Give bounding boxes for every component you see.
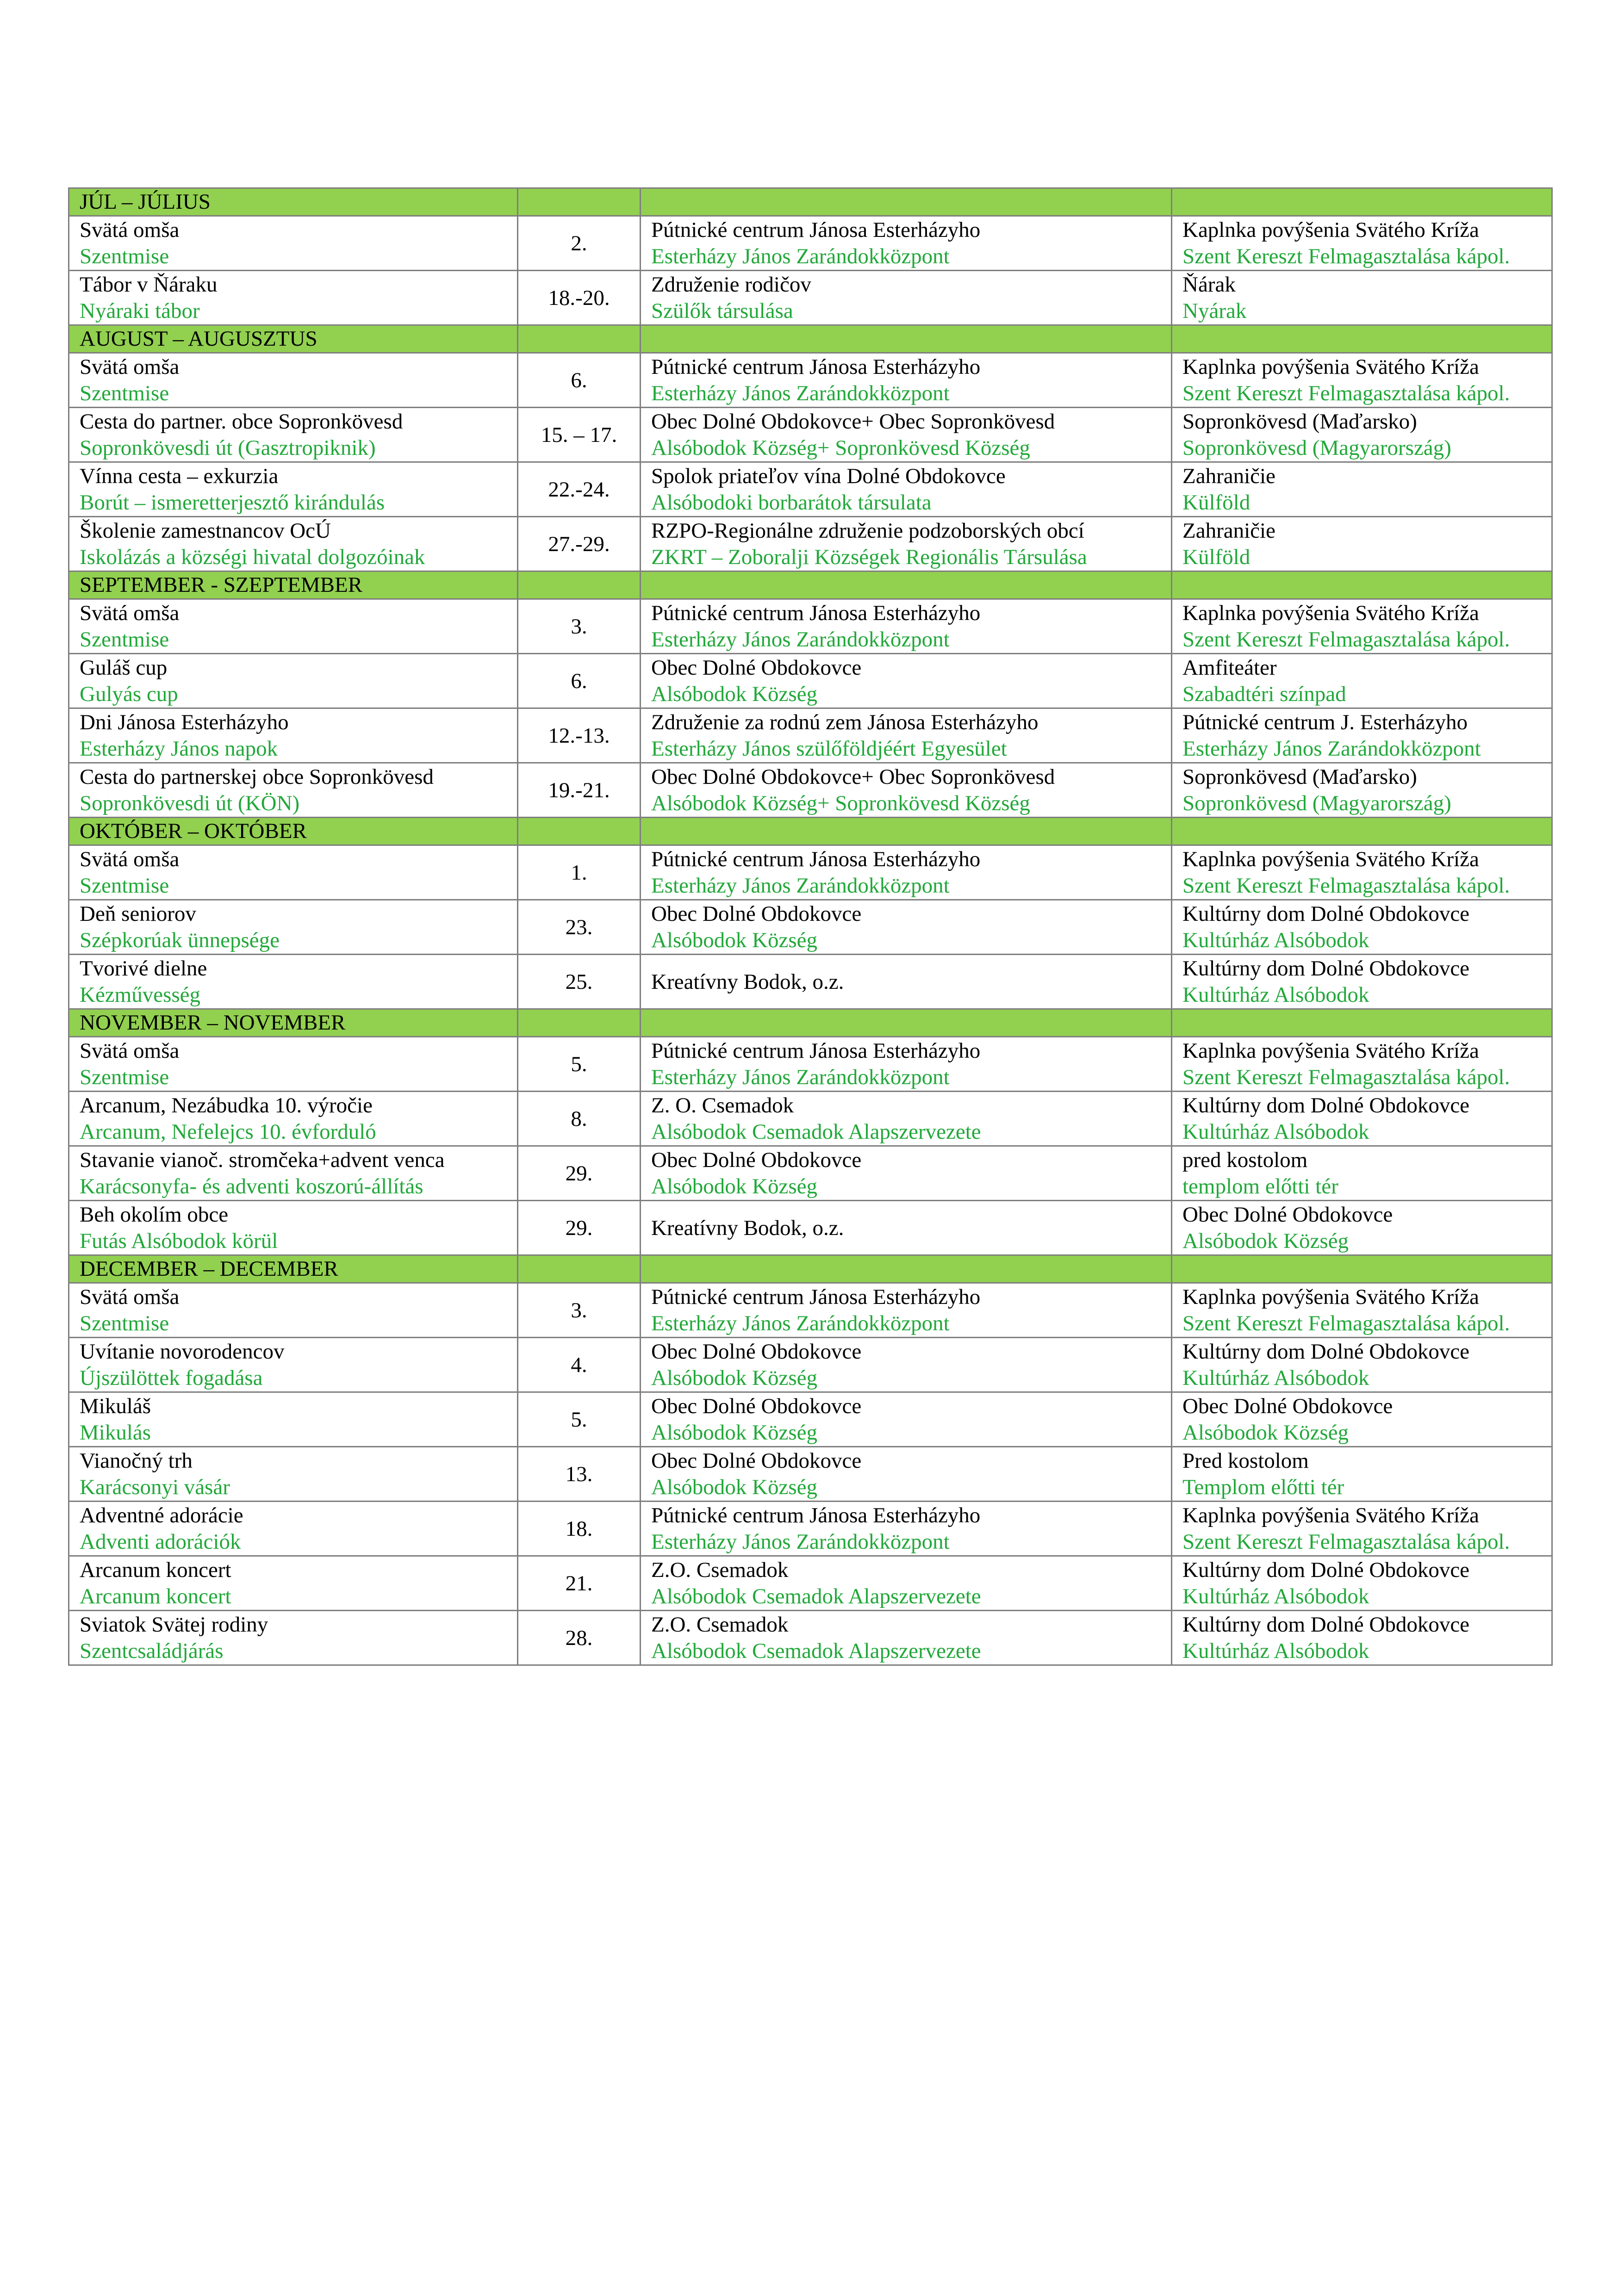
event-name-hu: Szentmise <box>80 1065 169 1089</box>
event-name-sk: Adventné adorácie <box>80 1503 243 1527</box>
organizer-sk: Obec Dolné Obdokovce <box>651 656 862 680</box>
date-cell: 12.-13. <box>518 708 641 763</box>
date-cell: 19.-21. <box>518 763 641 818</box>
organizer-hu: Alsóbodok Csemadok Alapszervezete <box>651 1584 981 1608</box>
date-cell: 1. <box>518 845 641 900</box>
organizer-hu: Alsóbodok Község <box>651 682 817 706</box>
table-row <box>69 845 1552 900</box>
date-cell: 2. <box>518 216 641 271</box>
organizer-sk: Obec Dolné Obdokovce+ Obec Sopronkövesd <box>651 765 1055 789</box>
organizer-hu: Alsóbodok Község+ Sopronkövesd Község <box>651 436 1030 460</box>
organizer-hu: Alsóbodok Község <box>651 928 817 952</box>
organizer-cell <box>641 599 1172 654</box>
month-header-row <box>69 571 1552 599</box>
venue-cell <box>1172 1338 1552 1392</box>
event-name-sk: Arcanum koncert <box>80 1558 231 1582</box>
organizer-sk: RZPO-Regionálne združenie podzoborských obcí <box>651 519 1084 543</box>
month-header-empty-cell <box>1172 325 1552 353</box>
event-cell <box>69 1556 518 1611</box>
month-header-empty-cell <box>641 571 1172 599</box>
venue-cell <box>1172 408 1552 462</box>
venue-cell <box>1172 1037 1552 1092</box>
organizer-sk: Kreatívny Bodok, o.z. <box>651 969 844 994</box>
event-cell <box>69 353 518 408</box>
venue-sk: Obec Dolné Obdokovce <box>1182 1203 1393 1227</box>
venue-hu: Külföld <box>1182 490 1251 515</box>
organizer-cell <box>641 216 1172 271</box>
venue-sk: Kultúrny dom Dolné Obdokovce <box>1182 902 1470 926</box>
table-row <box>69 1502 1552 1556</box>
date-cell: 5. <box>518 1037 641 1092</box>
date-cell: 3. <box>518 599 641 654</box>
date-cell: 18. <box>518 1502 641 1556</box>
venue-sk: Kultúrny dom Dolné Obdokovce <box>1182 1093 1470 1117</box>
event-name-hu: Nyáraki tábor <box>80 299 200 323</box>
venue-sk: Kaplnka povýšenia Svätého Kríža <box>1182 1285 1479 1309</box>
table-row <box>69 1283 1552 1338</box>
venue-sk: Amfiteáter <box>1182 656 1277 680</box>
venue-cell <box>1172 1611 1552 1665</box>
date-cell: 8. <box>518 1092 641 1146</box>
venue-hu: Sopronkövesd (Magyarország) <box>1182 436 1451 460</box>
event-name-sk: Svätá omša <box>80 1039 180 1063</box>
venue-hu: Kultúrház Alsóbodok <box>1182 983 1369 1007</box>
event-name-sk: Beh okolím obce <box>80 1203 229 1227</box>
organizer-sk: Obec Dolné Obdokovce+ Obec Sopronkövesd <box>651 410 1055 434</box>
event-cell <box>69 517 518 571</box>
venue-hu: Szent Kereszt Felmagasztalása kápol. <box>1182 627 1510 652</box>
date-cell: 21. <box>518 1556 641 1611</box>
venue-cell <box>1172 1146 1552 1201</box>
month-header-empty-cell <box>641 1009 1172 1037</box>
organizer-cell <box>641 708 1172 763</box>
table-row <box>69 1447 1552 1502</box>
date-cell: 13. <box>518 1447 641 1502</box>
organizer-sk: Obec Dolné Obdokovce <box>651 1148 862 1172</box>
venue-cell <box>1172 462 1552 517</box>
venue-sk: Kultúrny dom Dolné Obdokovce <box>1182 1340 1470 1364</box>
event-name-sk: Svätá omša <box>80 355 180 379</box>
date-cell: 27.-29. <box>518 517 641 571</box>
event-name-hu: Szentmise <box>80 627 169 652</box>
organizer-hu: Alsóbodok Község <box>651 1475 817 1499</box>
venue-cell <box>1172 1447 1552 1502</box>
organizer-sk: Pútnické centrum Jánosa Esterházyho <box>651 601 981 625</box>
organizer-cell <box>641 1502 1172 1556</box>
organizer-hu: Esterházy János Zarándokközpont <box>651 874 950 898</box>
organizer-hu: Alsóbodok Csemadok Alapszervezete <box>651 1120 981 1144</box>
month-header-empty-cell <box>1172 571 1552 599</box>
event-name-sk: Guláš cup <box>80 656 168 680</box>
date-cell: 22.-24. <box>518 462 641 517</box>
table-row <box>69 408 1552 462</box>
organizer-cell <box>641 1037 1172 1092</box>
event-cell <box>69 845 518 900</box>
table-row <box>69 216 1552 271</box>
organizer-sk: Združenie rodičov <box>651 273 811 297</box>
organizer-hu: Alsóbodok Csemadok Alapszervezete <box>651 1639 981 1663</box>
event-name-sk: Mikuláš <box>80 1394 151 1418</box>
event-name-hu: Gulyás cup <box>80 682 178 706</box>
month-header-empty-cell <box>641 1255 1172 1283</box>
event-name-hu: Karácsonyi vásár <box>80 1475 230 1499</box>
month-header-empty-cell <box>518 1255 641 1283</box>
event-name-hu: Újszülöttek fogadása <box>80 1366 263 1390</box>
event-name-sk: Arcanum, Nezábudka 10. výročie <box>80 1093 373 1117</box>
event-cell <box>69 708 518 763</box>
organizer-hu: Esterházy János Zarándokközpont <box>651 627 950 652</box>
month-header-empty-cell <box>518 571 641 599</box>
venue-cell <box>1172 845 1552 900</box>
event-name-hu: Esterházy János napok <box>80 737 278 761</box>
table-row <box>69 1037 1552 1092</box>
venue-cell <box>1172 1092 1552 1146</box>
event-name-sk: Cesta do partner. obce Sopronkövesd <box>80 410 403 434</box>
event-name-sk: Svätá omša <box>80 1285 180 1309</box>
organizer-cell <box>641 1283 1172 1338</box>
organizer-cell <box>641 462 1172 517</box>
organizer-sk: Z.O. Csemadok <box>651 1613 789 1637</box>
venue-hu: Szent Kereszt Felmagasztalása kápol. <box>1182 381 1510 405</box>
date-cell: 18.-20. <box>518 271 641 325</box>
venue-sk: Kultúrny dom Dolné Obdokovce <box>1182 956 1470 980</box>
month-label: SEPTEMBER - SZEPTEMBER <box>69 571 518 599</box>
month-header-empty-cell <box>518 325 641 353</box>
event-cell <box>69 216 518 271</box>
event-cell <box>69 1611 518 1665</box>
venue-sk: Kaplnka povýšenia Svätého Kríža <box>1182 1503 1479 1527</box>
venue-hu: Külföld <box>1182 545 1251 569</box>
organizer-sk: Pútnické centrum Jánosa Esterházyho <box>651 847 981 871</box>
venue-hu: Szent Kereszt Felmagasztalása kápol. <box>1182 1311 1510 1335</box>
event-cell <box>69 271 518 325</box>
organizer-hu: Esterházy János Zarándokközpont <box>651 381 950 405</box>
table-row <box>69 955 1552 1009</box>
venue-hu: templom előtti tér <box>1182 1174 1338 1198</box>
venue-hu: Kultúrház Alsóbodok <box>1182 1639 1369 1663</box>
organizer-hu: Esterházy János Zarándokközpont <box>651 244 950 268</box>
month-header-empty-cell <box>518 188 641 216</box>
table-row <box>69 1338 1552 1392</box>
venue-sk: Kultúrny dom Dolné Obdokovce <box>1182 1558 1470 1582</box>
month-header-empty-cell <box>1172 1009 1552 1037</box>
event-cell <box>69 1201 518 1255</box>
event-name-hu: Szentmise <box>80 381 169 405</box>
venue-hu: Kultúrház Alsóbodok <box>1182 928 1369 952</box>
events-calendar-body <box>69 188 1552 1665</box>
venue-cell <box>1172 654 1552 708</box>
organizer-sk: Obec Dolné Obdokovce <box>651 1449 862 1473</box>
event-name-sk: Vínna cesta – exkurzia <box>80 464 279 488</box>
organizer-cell <box>641 408 1172 462</box>
venue-cell <box>1172 1201 1552 1255</box>
month-label: AUGUST – AUGUSZTUS <box>69 325 518 353</box>
organizer-sk: Kreatívny Bodok, o.z. <box>651 1216 844 1240</box>
event-cell <box>69 1092 518 1146</box>
venue-cell <box>1172 216 1552 271</box>
venue-cell <box>1172 1283 1552 1338</box>
table-row <box>69 517 1552 571</box>
event-name-sk: Dni Jánosa Esterházyho <box>80 710 289 734</box>
month-header-empty-cell <box>641 818 1172 845</box>
event-name-sk: Deň seniorov <box>80 902 196 926</box>
organizer-sk: Pútnické centrum Jánosa Esterházyho <box>651 1285 981 1309</box>
organizer-hu: Esterházy János Zarándokközpont <box>651 1530 950 1554</box>
venue-hu: Szent Kereszt Felmagasztalása kápol. <box>1182 1065 1510 1089</box>
organizer-cell <box>641 654 1172 708</box>
venue-hu: Esterházy János Zarándokközpont <box>1182 737 1481 761</box>
venue-sk: Kultúrny dom Dolné Obdokovce <box>1182 1613 1470 1637</box>
organizer-sk: Z.O. Csemadok <box>651 1558 789 1582</box>
event-cell <box>69 1037 518 1092</box>
venue-hu: Szabadtéri színpad <box>1182 682 1346 706</box>
venue-sk: Kaplnka povýšenia Svätého Kríža <box>1182 1039 1479 1063</box>
venue-hu: Szent Kereszt Felmagasztalása kápol. <box>1182 1530 1510 1554</box>
event-name-sk: Svätá omša <box>80 847 180 871</box>
venue-cell <box>1172 1556 1552 1611</box>
organizer-hu: Alsóbodok Község <box>651 1366 817 1390</box>
organizer-sk: Z. O. Csemadok <box>651 1093 794 1117</box>
table-row <box>69 271 1552 325</box>
date-cell: 6. <box>518 353 641 408</box>
event-name-hu: Karácsonyfa- és adventi koszorú-állítás <box>80 1174 423 1198</box>
date-cell: 15. – 17. <box>518 408 641 462</box>
event-cell <box>69 763 518 818</box>
venue-sk: Sopronkövesd (Maďarsko) <box>1182 410 1417 434</box>
venue-sk: Kaplnka povýšenia Svätého Kríža <box>1182 601 1479 625</box>
event-cell <box>69 1392 518 1447</box>
organizer-cell <box>641 1146 1172 1201</box>
month-header-empty-cell <box>1172 1255 1552 1283</box>
date-cell: 25. <box>518 955 641 1009</box>
organizer-sk: Združenie za rodnú zem Jánosa Esterházyho <box>651 710 1039 734</box>
event-name-hu: Szentmise <box>80 244 169 268</box>
event-name-sk: Uvítanie novorodencov <box>80 1340 285 1364</box>
date-cell: 5. <box>518 1392 641 1447</box>
month-label: DECEMBER – DECEMBER <box>69 1255 518 1283</box>
event-cell <box>69 1146 518 1201</box>
month-header-row <box>69 1255 1552 1283</box>
organizer-sk: Obec Dolné Obdokovce <box>651 1394 862 1418</box>
organizer-cell <box>641 1092 1172 1146</box>
table-row <box>69 1392 1552 1447</box>
event-name-sk: Cesta do partnerskej obce Sopronkövesd <box>80 765 434 789</box>
event-cell <box>69 599 518 654</box>
organizer-sk: Pútnické centrum Jánosa Esterházyho <box>651 1503 981 1527</box>
date-cell: 4. <box>518 1338 641 1392</box>
event-cell <box>69 900 518 955</box>
event-cell <box>69 654 518 708</box>
table-row <box>69 1611 1552 1665</box>
date-cell: 3. <box>518 1283 641 1338</box>
event-name-sk: Tábor v Ňáraku <box>80 273 218 297</box>
venue-sk: Pútnické centrum J. Esterházyho <box>1182 710 1468 734</box>
organizer-sk: Spolok priateľov vína Dolné Obdokovce <box>651 464 1006 488</box>
venue-sk: Sopronkövesd (Maďarsko) <box>1182 765 1417 789</box>
venue-cell <box>1172 900 1552 955</box>
venue-cell <box>1172 708 1552 763</box>
event-name-hu: Szépkorúak ünnepsége <box>80 928 280 952</box>
event-name-hu: Szentmise <box>80 1311 169 1335</box>
month-header-empty-cell <box>518 1009 641 1037</box>
venue-sk: Kaplnka povýšenia Svätého Kríža <box>1182 355 1479 379</box>
organizer-cell <box>641 1338 1172 1392</box>
event-name-hu: Sopronkövesdi út (Gasztropiknik) <box>80 436 376 460</box>
event-name-hu: Adventi adorációk <box>80 1530 241 1554</box>
date-cell: 29. <box>518 1201 641 1255</box>
venue-hu: Alsóbodok Község <box>1182 1229 1349 1253</box>
month-header-row <box>69 325 1552 353</box>
month-header-row <box>69 1009 1552 1037</box>
month-header-empty-cell <box>1172 818 1552 845</box>
venue-cell <box>1172 1502 1552 1556</box>
event-name-hu: Arcanum, Nefelejcs 10. évforduló <box>80 1120 376 1144</box>
event-name-sk: Tvorivé dielne <box>80 956 207 980</box>
venue-cell <box>1172 599 1552 654</box>
event-name-sk: Vianočný trh <box>80 1449 193 1473</box>
events-calendar-table <box>68 187 1553 1666</box>
venue-sk: Kaplnka povýšenia Svätého Kríža <box>1182 847 1479 871</box>
organizer-sk: Pútnické centrum Jánosa Esterházyho <box>651 218 981 242</box>
event-name-sk: Stavanie vianoč. stromčeka+advent venca <box>80 1148 445 1172</box>
organizer-cell <box>641 1201 1172 1255</box>
event-cell <box>69 1502 518 1556</box>
month-header-empty-cell <box>641 188 1172 216</box>
event-name-hu: Szentcsaládjárás <box>80 1639 224 1663</box>
venue-cell <box>1172 1392 1552 1447</box>
venue-hu: Szent Kereszt Felmagasztalása kápol. <box>1182 874 1510 898</box>
organizer-cell <box>641 845 1172 900</box>
month-header-empty-cell <box>518 818 641 845</box>
venue-sk: Zahraničie <box>1182 464 1276 488</box>
month-label: NOVEMBER – NOVEMBER <box>69 1009 518 1037</box>
organizer-cell <box>641 1611 1172 1665</box>
table-row <box>69 1146 1552 1201</box>
venue-sk: Zahraničie <box>1182 519 1276 543</box>
event-name-hu: Iskolázás a községi hivatal dolgozóinak <box>80 545 425 569</box>
venue-sk: Obec Dolné Obdokovce <box>1182 1394 1393 1418</box>
venue-sk: Pred kostolom <box>1182 1449 1309 1473</box>
date-cell: 28. <box>518 1611 641 1665</box>
month-header-row <box>69 188 1552 216</box>
event-name-hu: Borút – ismeretterjesztő kirándulás <box>80 490 385 515</box>
table-row <box>69 763 1552 818</box>
event-cell <box>69 1283 518 1338</box>
month-header-empty-cell <box>641 325 1172 353</box>
venue-sk: pred kostolom <box>1182 1148 1308 1172</box>
venue-sk: Kaplnka povýšenia Svätého Kríža <box>1182 218 1479 242</box>
event-name-hu: Mikulás <box>80 1421 151 1445</box>
organizer-hu: Esterházy János Zarándokközpont <box>651 1311 950 1335</box>
venue-hu: Kultúrház Alsóbodok <box>1182 1584 1369 1608</box>
venue-hu: Szent Kereszt Felmagasztalása kápol. <box>1182 244 1510 268</box>
event-name-sk: Sviatok Svätej rodiny <box>80 1613 268 1637</box>
venue-hu: Alsóbodok Község <box>1182 1421 1349 1445</box>
organizer-cell <box>641 1392 1172 1447</box>
event-cell <box>69 1447 518 1502</box>
organizer-sk: Pútnické centrum Jánosa Esterházyho <box>651 1039 981 1063</box>
table-row <box>69 708 1552 763</box>
date-cell: 23. <box>518 900 641 955</box>
event-name-hu: Arcanum koncert <box>80 1584 231 1608</box>
month-label: JÚL – JÚLIUS <box>69 188 518 216</box>
event-name-hu: Szentmise <box>80 874 169 898</box>
month-header-empty-cell <box>1172 188 1552 216</box>
table-row <box>69 654 1552 708</box>
organizer-hu: Szülők társulása <box>651 299 793 323</box>
month-label: OKTÓBER – OKTÓBER <box>69 818 518 845</box>
event-cell <box>69 462 518 517</box>
venue-cell <box>1172 271 1552 325</box>
table-row <box>69 599 1552 654</box>
organizer-hu: ZKRT – Zoboralji Községek Regionális Társulása <box>651 545 1087 569</box>
date-cell: 29. <box>518 1146 641 1201</box>
organizer-cell <box>641 900 1172 955</box>
event-name-sk: Svätá omša <box>80 218 180 242</box>
organizer-cell <box>641 955 1172 1009</box>
table-row <box>69 900 1552 955</box>
venue-hu: Kultúrház Alsóbodok <box>1182 1120 1369 1144</box>
organizer-hu: Esterházy János Zarándokközpont <box>651 1065 950 1089</box>
venue-hu: Kultúrház Alsóbodok <box>1182 1366 1369 1390</box>
venue-hu: Sopronkövesd (Magyarország) <box>1182 791 1451 815</box>
venue-cell <box>1172 353 1552 408</box>
event-cell <box>69 408 518 462</box>
organizer-cell <box>641 1556 1172 1611</box>
date-cell: 6. <box>518 654 641 708</box>
event-name-hu: Futás Alsóbodok körül <box>80 1229 278 1253</box>
venue-cell <box>1172 763 1552 818</box>
event-name-sk: Školenie zamestnancov OcÚ <box>80 519 331 543</box>
organizer-hu: Alsóbodoki borbarátok társulata <box>651 490 932 515</box>
venue-sk: Ňárak <box>1182 273 1236 297</box>
organizer-sk: Obec Dolné Obdokovce <box>651 902 862 926</box>
organizer-hu: Alsóbodok Község+ Sopronkövesd Község <box>651 791 1030 815</box>
organizer-cell <box>641 517 1172 571</box>
venue-hu: Templom előtti tér <box>1182 1475 1344 1499</box>
venue-cell <box>1172 517 1552 571</box>
organizer-hu: Alsóbodok Község <box>651 1174 817 1198</box>
venue-hu: Nyárak <box>1182 299 1247 323</box>
organizer-cell <box>641 1447 1172 1502</box>
table-row <box>69 462 1552 517</box>
event-cell <box>69 955 518 1009</box>
organizer-hu: Alsóbodok Község <box>651 1421 817 1445</box>
organizer-sk: Obec Dolné Obdokovce <box>651 1340 862 1364</box>
organizer-cell <box>641 763 1172 818</box>
event-name-hu: Kézművesség <box>80 983 201 1007</box>
table-row <box>69 1201 1552 1255</box>
organizer-cell <box>641 353 1172 408</box>
venue-cell <box>1172 955 1552 1009</box>
table-row <box>69 353 1552 408</box>
event-name-sk: Svätá omša <box>80 601 180 625</box>
organizer-cell <box>641 271 1172 325</box>
event-cell <box>69 1338 518 1392</box>
organizer-sk: Pútnické centrum Jánosa Esterházyho <box>651 355 981 379</box>
table-row <box>69 1556 1552 1611</box>
organizer-hu: Esterházy János szülőföldjéért Egyesület <box>651 737 1007 761</box>
event-name-hu: Sopronkövesdi út (KÖN) <box>80 791 300 815</box>
month-header-row <box>69 818 1552 845</box>
table-row <box>69 1092 1552 1146</box>
